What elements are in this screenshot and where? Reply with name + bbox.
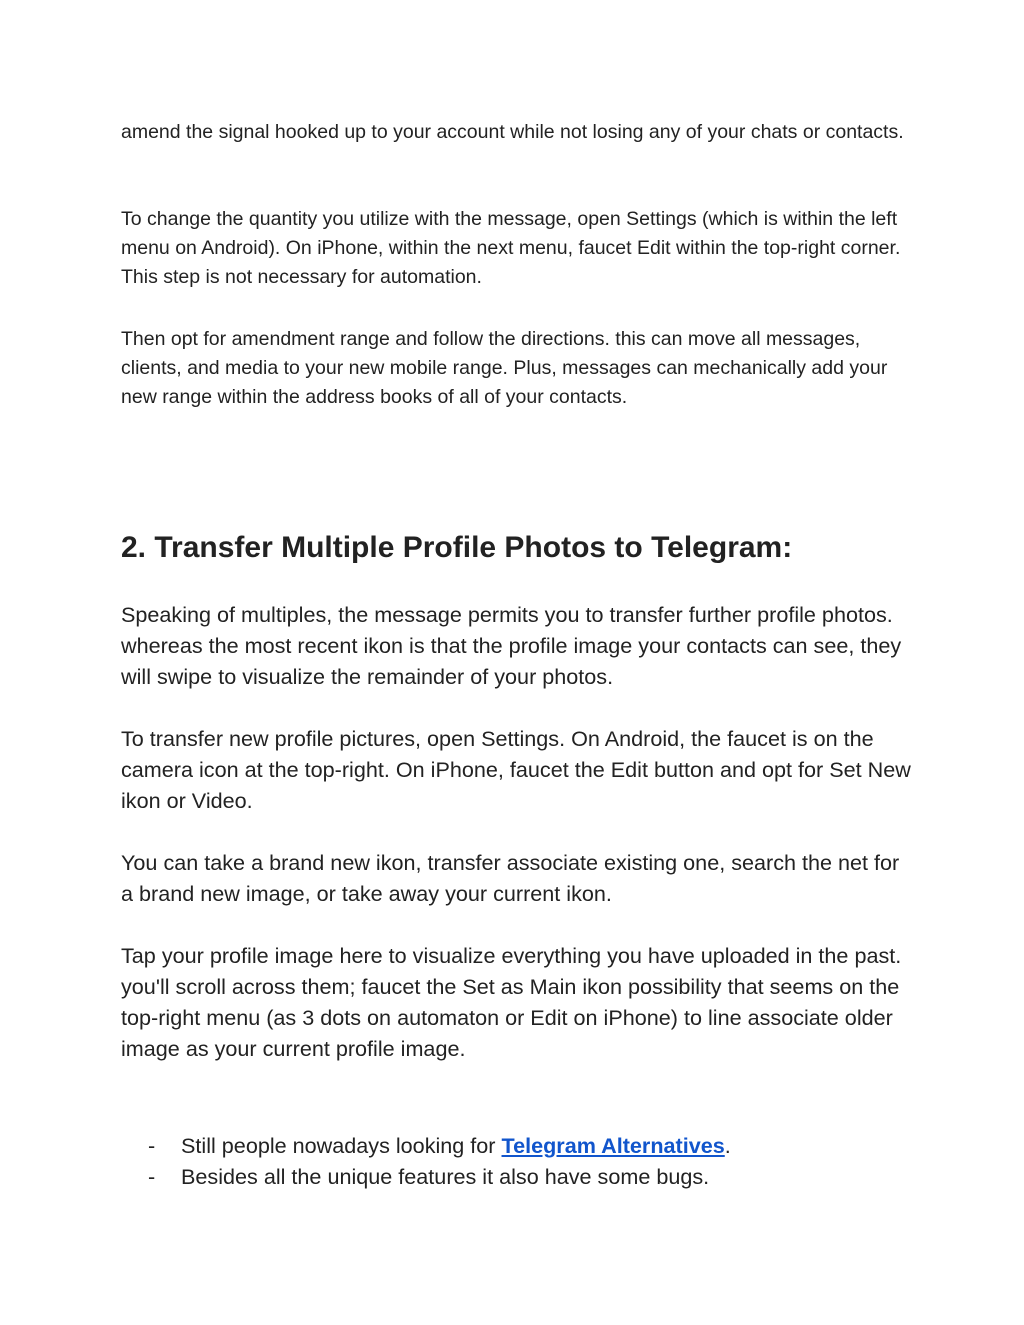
paragraph-account-change: amend the signal hooked up to your account while not losing any of your chats or contacts. (121, 121, 904, 143)
bullet-dash: - (148, 1164, 156, 1189)
bullet-text-prefix: Still people nowadays looking for (181, 1133, 502, 1158)
paragraph-change-number-steps: To change the quantity you utilize with the message, open Settings (which is within the left menu on Android). On iPhone, within the next menu, faucet Edit within the top-right corner. This step is not necessary for automation. (121, 208, 901, 288)
telegram-alternatives-link[interactable]: Telegram Alternatives (501, 1133, 725, 1158)
bullet-text: Besides all the unique features it also have some bugs. (181, 1164, 710, 1189)
paragraph-transfer-pictures: To transfer new profile pictures, open Settings. On Android, the faucet is on the camera icon at the top-right. On iPhone, faucet the Edit button and opt for Set New ikon or Video. (121, 726, 911, 813)
bullet-list (121, 1130, 911, 1192)
paragraph-change-number-directions: Then opt for amendment range and follow the directions. this can move all messages, clients, and media to your new mobile range. Plus, messages can mechanically add your new range within the address books of all of your contacts. (121, 328, 888, 408)
paragraph-view-uploaded: Tap your profile image here to visualize everything you have uploaded in the past. you'll scroll across them; faucet the Set as Main ikon possibility that seems on the top-right menu (as 3 dots on automaton or Edit on iPhone) to line associate older image as your current profile image. (121, 943, 902, 1061)
bullet-text-suffix: . (724, 1133, 731, 1158)
section-heading: 2. Transfer Multiple Profile Photos to Telegram: (121, 531, 793, 564)
bullet-dash: - (148, 1133, 156, 1158)
list-item (121, 1161, 911, 1192)
list-item (121, 1130, 911, 1161)
paragraph-multiple-photos: Speaking of multiples, the message permits you to transfer further profile photos. whereas the most recent ikon is that the profile image your contacts can see, they will swipe to visualize the remainder of your photos. (121, 602, 902, 689)
paragraph-new-photo-options: You can take a brand new ikon, transfer associate existing one, search the net for a brand new image, or take away your current ikon. (121, 850, 900, 906)
